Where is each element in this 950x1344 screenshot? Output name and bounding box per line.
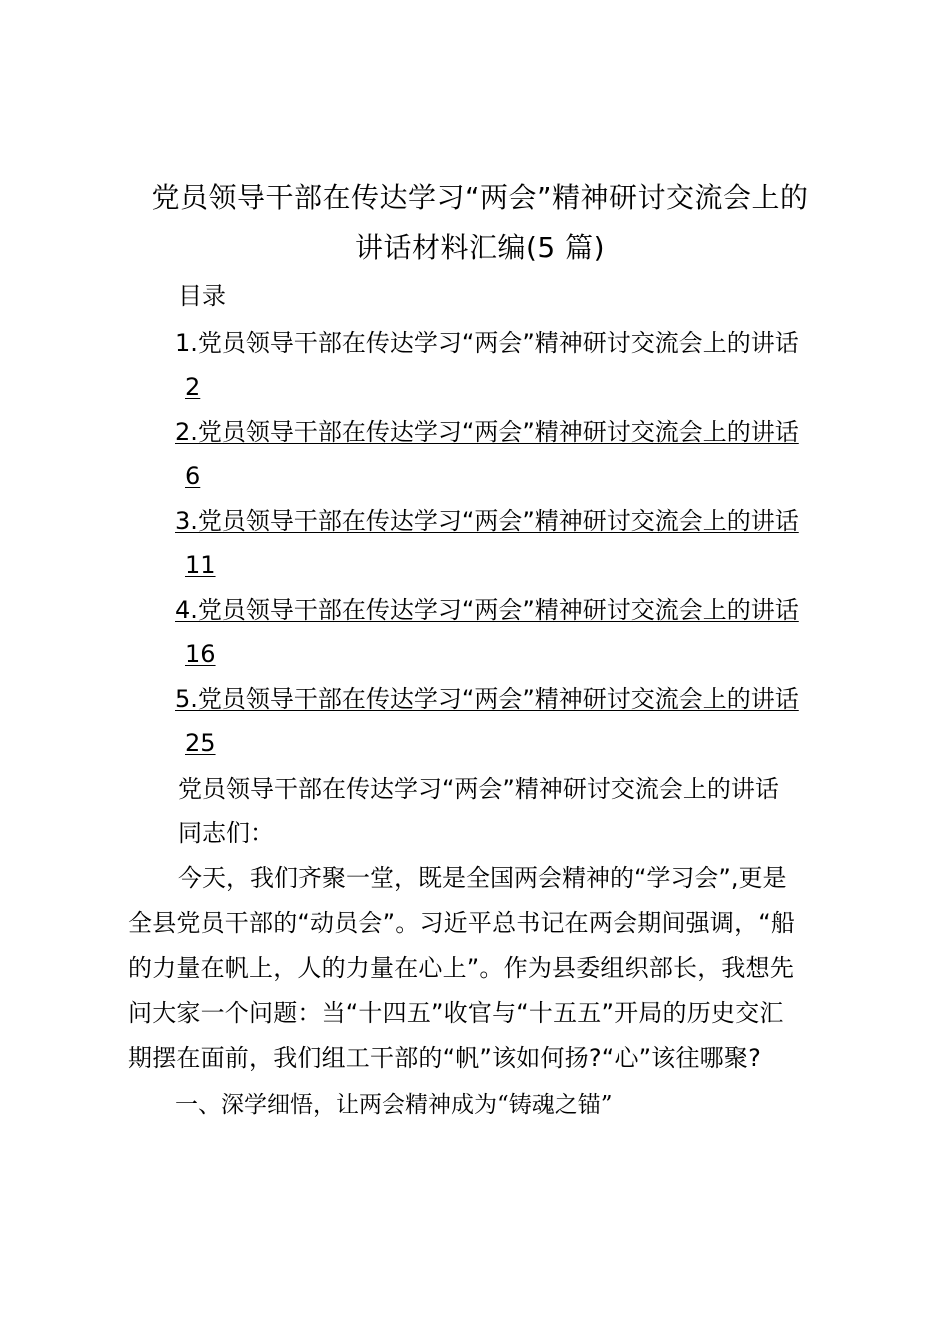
toc-page-1[interactable]: 2 <box>185 373 201 401</box>
toc-page-3[interactable]: 11 <box>185 551 216 579</box>
paragraph-line-2: 全县党员干部的“动员会”。习近平总书记在两会期间强调，“船 <box>128 909 796 937</box>
paragraph-line-3: 的力量在帆上，人的力量在心上”。作为县委组织部长，我想先 <box>128 954 795 982</box>
speech-title: 党员领导干部在传达学习“两会”精神研讨交流会上的讲话 <box>178 775 779 803</box>
toc-entry-5[interactable]: 5.党员领导干部在传达学习“两会”精神研讨交流会上的讲话 <box>175 685 799 713</box>
toc-entry-4[interactable]: 4.党员领导干部在传达学习“两会”精神研讨交流会上的讲话 <box>175 596 799 624</box>
document-title-line-1: 党员领导干部在传达学习“两会”精神研讨交流会上的 <box>151 181 809 214</box>
paragraph-line-4: 问大家一个问题：当“十四五”收官与“十五五”开局的历史交汇 <box>128 999 784 1027</box>
salutation: 同志们： <box>178 819 274 847</box>
section-heading-1: 一、深学细悟，让两会精神成为“铸魂之锚” <box>175 1092 613 1118</box>
paragraph-line-5: 期摆在面前，我们组工干部的“帆”该如何扬?“心”该往哪聚? <box>128 1044 762 1072</box>
toc-label: 目录 <box>178 282 226 310</box>
toc-entry-2[interactable]: 2.党员领导干部在传达学习“两会”精神研讨交流会上的讲话 <box>175 418 799 446</box>
paragraph-line-1: 今天，我们齐聚一堂，既是全国两会精神的“学习会”,更是 <box>178 864 787 892</box>
toc-entry-3[interactable]: 3.党员领导干部在传达学习“两会”精神研讨交流会上的讲话 <box>175 507 799 535</box>
toc-page-2[interactable]: 6 <box>185 462 201 490</box>
toc-page-4[interactable]: 16 <box>185 640 216 668</box>
toc-entry-1[interactable]: 1.党员领导干部在传达学习“两会”精神研讨交流会上的讲话 <box>175 329 799 357</box>
toc-page-5[interactable]: 25 <box>185 729 216 757</box>
document-title-line-2: 讲话材料汇编(5 篇) <box>354 231 606 264</box>
